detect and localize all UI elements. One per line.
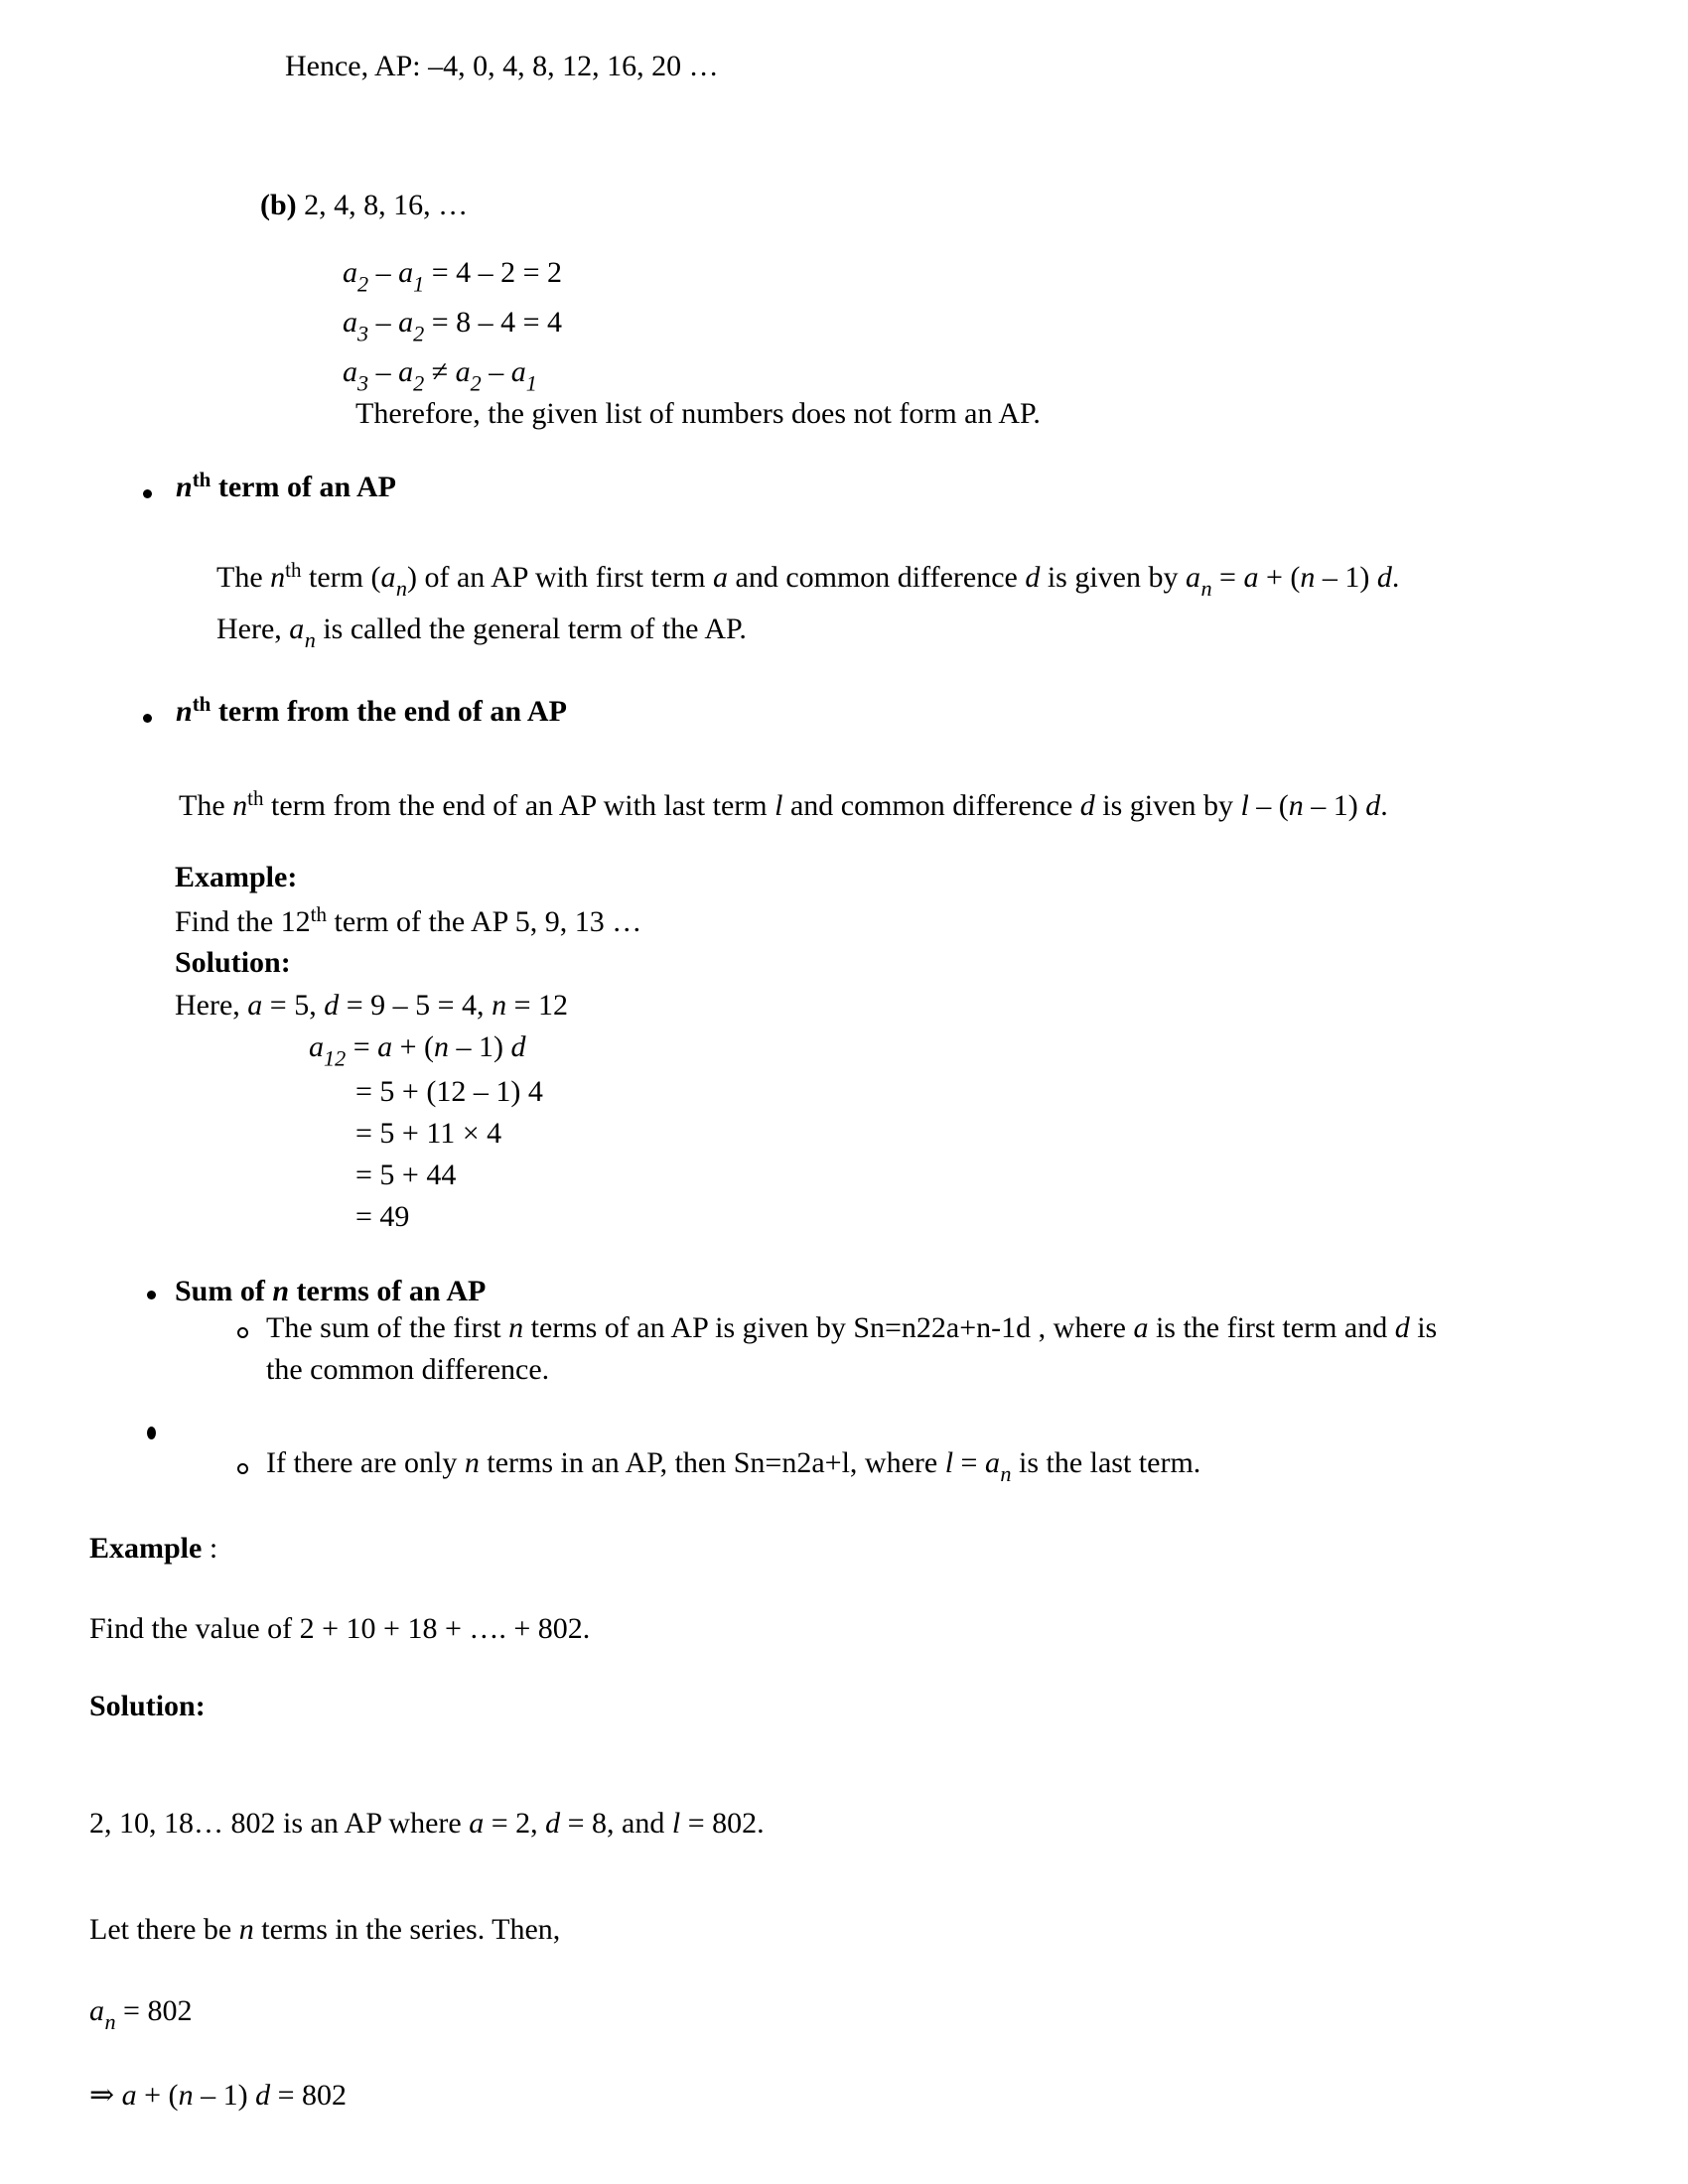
ineq-lhs-a: a	[343, 355, 357, 388]
ex1-step-var-n: n	[434, 1030, 450, 1063]
sum-i2-c: =	[953, 1446, 985, 1479]
nth-para-an-sub: n	[395, 576, 407, 602]
ineq-op2: –	[489, 355, 504, 388]
bullet-disc-icon	[143, 489, 152, 498]
eq1-lhs-a: a	[343, 256, 357, 289]
eq2-op1: –	[375, 306, 391, 339]
ex2-label-a: Example	[89, 1532, 203, 1565]
ex1-step-lhs: a	[309, 1030, 324, 1063]
nth-para-c: ) of an AP with first term	[406, 561, 713, 594]
heading-nth-term-from-end	[176, 691, 567, 729]
sum-i1-var-n: n	[508, 1311, 524, 1344]
ex1-given-var-a: a	[247, 989, 263, 1022]
bullet-circle-icon	[237, 1327, 248, 1338]
equation-row-2	[343, 306, 563, 346]
ex2-l1-b: = 2,	[484, 1807, 546, 1840]
ex2-l1-var-d: d	[545, 1807, 561, 1840]
end-para-d: d	[1079, 789, 1095, 822]
end-para-formula-l: l	[1240, 789, 1249, 822]
ineq-lhs-b: a	[398, 355, 414, 388]
heading-end-sup: th	[192, 691, 211, 716]
ex2-l4-var-d: d	[255, 2079, 271, 2112]
heading-end-var: n	[176, 695, 193, 728]
ex1-q-sup: th	[310, 901, 328, 926]
ineq-rhs-a-sub: 2	[470, 370, 482, 396]
ex1-given-a: Here,	[175, 989, 248, 1022]
ex2-l1-a: 2, 10, 18… 802 is an AP where	[89, 1807, 470, 1840]
end-para-a: The	[179, 789, 233, 822]
example-1-plain-step: = 5 + 44	[355, 1159, 457, 1191]
sum-i2-an: a	[984, 1446, 1000, 1479]
hence-line: Hence, AP: –4, 0, 4, 8, 12, 16, 20 …	[285, 50, 719, 82]
sum-i2-an-sub: n	[1000, 1461, 1012, 1487]
bullet-disc-icon	[147, 1291, 156, 1299]
end-para-var: n	[232, 789, 248, 822]
part-b-label: (b)	[260, 189, 297, 221]
sum-i1-b: terms of an AP is given by Sn=n22a+n-1d , where	[523, 1311, 1134, 1344]
ex2-l4-arrow: ⇒	[89, 2079, 122, 2112]
eq2-rel: =	[431, 306, 449, 339]
nth-formula-r7: .	[1391, 561, 1400, 594]
equation-row-inequality	[343, 355, 537, 396]
eq2-rhs: 8 – 4 = 4	[456, 306, 563, 339]
nth-para-sup: th	[285, 557, 302, 582]
nth-formula-sub: n	[1200, 576, 1212, 602]
nth-para2-a: Here,	[216, 613, 290, 645]
ex2-l4-var-n: n	[178, 2079, 194, 2112]
sum-i2-d: is the last term.	[1011, 1446, 1201, 1479]
nth-para2-b: is called the general term of the AP.	[315, 613, 747, 645]
bullet-empty-icon	[147, 1427, 156, 1439]
ex2-l1-d: = 802.	[680, 1807, 765, 1840]
ex1-step-r2: + (	[392, 1030, 435, 1063]
ex1-step-r3: – 1)	[449, 1030, 511, 1063]
example-2-solution-label: Solution:	[89, 1690, 206, 1722]
eq2-lhs-b-sub: 2	[413, 321, 425, 346]
end-para-e: is given by	[1094, 789, 1241, 822]
part-b-sequence: 2, 4, 8, 16, …	[304, 189, 469, 221]
nth-term-paragraph-line1	[216, 557, 1400, 602]
nth-term-paragraph-line2	[216, 613, 747, 653]
example-2-question: Find the value of 2 + 10 + 18 + …. + 802.	[89, 1612, 591, 1645]
sum-i1-c: is the first term and	[1148, 1311, 1395, 1344]
ex2-l4-var-a: a	[121, 2079, 137, 2112]
nth-para2-an: a	[289, 613, 305, 645]
ex1-step-lhs-sub: 12	[324, 1045, 347, 1071]
ex1-step-var-a: a	[377, 1030, 393, 1063]
example-1-plain-step: = 5 + (12 – 1) 4	[355, 1075, 543, 1108]
ex1-step-var-d: d	[510, 1030, 526, 1063]
ex2-label-b: :	[202, 1532, 218, 1565]
nth-para-var: n	[270, 561, 286, 594]
sum-i1-d: is	[1409, 1311, 1438, 1344]
ex2-l4-a: + (	[136, 2079, 179, 2112]
example-2-line-1	[89, 1807, 765, 1841]
example-1-given	[175, 989, 568, 1023]
ex1-given-1: = 5,	[262, 989, 325, 1022]
example-2-line-3	[89, 1994, 193, 2035]
eq1-lhs-a-sub: 2	[357, 271, 369, 297]
sum-head-b: terms of an AP	[289, 1275, 487, 1307]
end-para-formula-r1: – (	[1248, 789, 1289, 822]
sum-i1-a: The sum of the first	[266, 1311, 509, 1344]
heading-nth-term-var: n	[176, 471, 193, 503]
ineq-rhs-a: a	[455, 355, 471, 388]
ex2-l2-a: Let there be	[89, 1913, 239, 1946]
ineq-rhs-b-sub: 1	[525, 370, 537, 396]
ineq-rhs-b: a	[510, 355, 526, 388]
equation-row-1	[343, 256, 563, 297]
ex2-l1-var-a: a	[469, 1807, 485, 1840]
example-1-solution-label: Solution:	[175, 946, 291, 979]
nth-para-b: term (	[301, 561, 381, 594]
ex1-step-r1: =	[346, 1030, 378, 1063]
end-para-formula-r2: – 1)	[1303, 789, 1366, 822]
end-para-sup: th	[247, 785, 264, 810]
bullet-circle-icon	[237, 1463, 248, 1474]
end-para-formula-r3: .	[1380, 789, 1388, 822]
heading-nth-term-rest: term of an AP	[211, 471, 396, 503]
bullet-disc-icon	[143, 714, 152, 723]
part-b-conclusion: Therefore, the given list of numbers does not form an AP.	[355, 397, 1041, 430]
ex2-l1-var-l: l	[671, 1807, 681, 1840]
sum-i2-var-n: n	[464, 1446, 480, 1479]
example-1-question	[175, 901, 642, 939]
ex1-given-var-n: n	[492, 989, 507, 1022]
nth-para-d: a	[713, 561, 728, 594]
sum-item-1-line2: the common difference.	[266, 1353, 550, 1386]
example-1-step-formula	[309, 1030, 526, 1071]
sum-head-var: n	[272, 1275, 290, 1307]
end-para-b: term from the end of an AP with last term	[263, 789, 775, 822]
ex2-l2-b: terms in the series. Then,	[253, 1913, 561, 1946]
ineq-lhs-b-sub: 2	[413, 370, 425, 396]
sum-item-2	[266, 1446, 1201, 1487]
nth-formula-r1: =	[1211, 561, 1244, 594]
end-para-c: and common difference	[782, 789, 1080, 822]
nth-formula-r4: n	[1300, 561, 1316, 594]
sum-i2-b: terms in an AP, then Sn=n2a+l, where	[479, 1446, 945, 1479]
end-para-l: l	[774, 789, 783, 822]
nth-para-an: a	[380, 561, 396, 594]
nth-para-a: The	[216, 561, 271, 594]
ex1-q-a: Find the 12	[175, 905, 311, 938]
eq2-lhs-b: a	[398, 306, 414, 339]
example-2-label	[89, 1532, 217, 1566]
ex1-given-var-d: d	[324, 989, 340, 1022]
example-2-line-2	[89, 1913, 560, 1947]
ex2-l3-an: a	[89, 1994, 104, 2027]
ex2-l4-b: – 1)	[193, 2079, 256, 2112]
eq2-lhs-a-sub: 3	[357, 321, 369, 346]
eq1-rhs: 4 – 2 = 2	[456, 256, 563, 289]
nth-formula-r6: d	[1376, 561, 1392, 594]
part-b-line	[260, 189, 468, 222]
heading-nth-term	[176, 467, 396, 504]
example-1-plain-step: = 5 + 11 × 4	[355, 1117, 502, 1150]
heading-sum-of-n-terms	[175, 1275, 486, 1308]
eq1-lhs-b: a	[398, 256, 414, 289]
ex1-given-2: = 9 – 5 = 4,	[339, 989, 492, 1022]
nth-para2-an-sub: n	[304, 627, 316, 653]
ex2-l2-var-n: n	[238, 1913, 254, 1946]
ineq-op1: –	[375, 355, 391, 388]
sum-head-a: Sum of	[175, 1275, 273, 1307]
sum-item-1-line1	[266, 1311, 1437, 1345]
ex2-l1-c: = 8, and	[560, 1807, 672, 1840]
ex2-l3-an-sub: n	[104, 2009, 116, 2035]
ineq-lhs-a-sub: 3	[357, 370, 369, 396]
nth-para-e: and common difference	[728, 561, 1026, 594]
ex1-q-b: term of the AP 5, 9, 13 …	[327, 905, 642, 938]
nth-para-f: d	[1025, 561, 1041, 594]
example-1-label: Example:	[175, 861, 298, 893]
heading-nth-term-sup: th	[192, 467, 211, 491]
nth-term-from-end-paragraph	[179, 785, 1388, 823]
eq1-op1: –	[375, 256, 391, 289]
eq1-rel: =	[431, 256, 449, 289]
eq2-lhs-a: a	[343, 306, 357, 339]
nth-formula-r3: + (	[1258, 561, 1301, 594]
end-para-formula-d: d	[1365, 789, 1381, 822]
sum-i1-var-a: a	[1133, 1311, 1149, 1344]
ineq-rel: ≠	[431, 355, 449, 388]
ex2-l3-b: = 802	[115, 1994, 193, 2027]
heading-end-rest: term from the end of an AP	[211, 695, 567, 728]
eq1-lhs-b-sub: 1	[413, 271, 425, 297]
nth-formula-a: a	[1186, 561, 1200, 594]
sum-i2-var-l: l	[944, 1446, 954, 1479]
example-1-plain-step: = 49	[355, 1200, 410, 1233]
end-para-formula-n: n	[1288, 789, 1304, 822]
sum-i2-a: If there are only	[266, 1446, 465, 1479]
ex1-given-3: = 12	[506, 989, 568, 1022]
nth-formula-r2: a	[1243, 561, 1259, 594]
sum-i1-var-d: d	[1394, 1311, 1410, 1344]
ex2-l4-c: = 802	[270, 2079, 347, 2112]
nth-para-g: is given by	[1040, 561, 1186, 594]
example-2-line-4	[89, 2078, 347, 2113]
nth-formula-r5: – 1)	[1315, 561, 1377, 594]
